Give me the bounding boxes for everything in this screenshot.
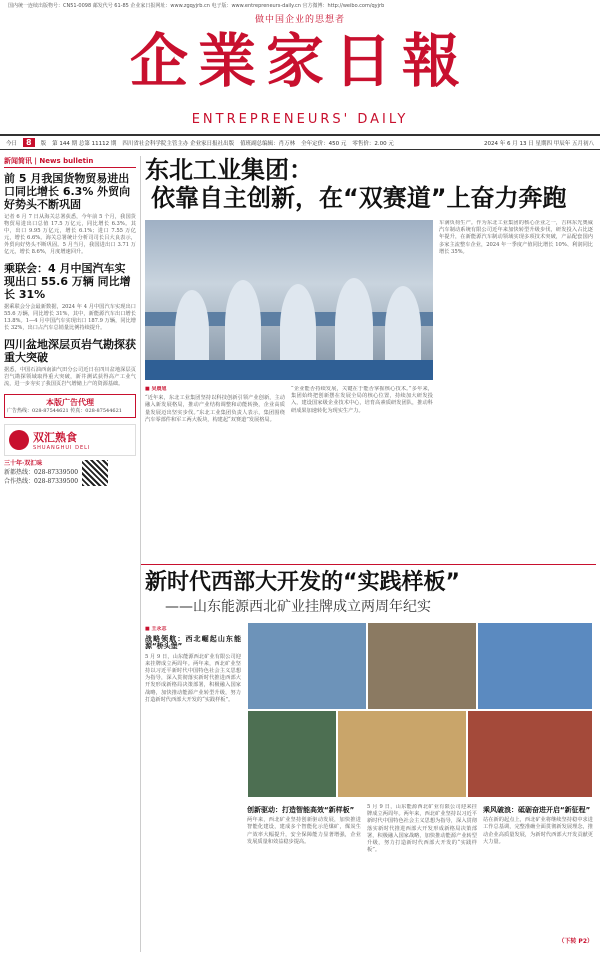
bulletin-body-1: 记者 6 月 7 日从海关总署获悉，今年前 5 个月，我国货物贸易进出口总值 17.5 万亿元，同比增长 6.3%。其中，出口 9.95 万亿元，增长 6.1%；进口 7.55 万亿元，增长 6.6%。海关总署统计分析司司长吕大良表示，外贸向好势头不断巩固。5 月当月，我国进出口 3.71 万亿元，增长 8.6%，月度增速回升。 (4, 214, 136, 255)
section-label: 新闻简讯 | News bulletin (4, 156, 136, 168)
lead-story-right-text: 车满负荷生产。作为东北工业集团的核心企业之一，吉林东光奥威汽车制动系统有限公司近年来加快转型升级步伐，研发投入占比逐年提升，在新能源汽车制动领域实现多项技术突破，产品配套国内多家主流整车企业，2024 年一季度产值同比增长 10%、利润同比增长 35%。 (439, 220, 593, 255)
masthead-logo: 企業家日報 (129, 27, 470, 95)
main-stories (140, 156, 596, 952)
editor: 值班副总编辑：肖万林 (240, 140, 296, 147)
second-story-col-2-text: 两年来，西北矿业坚持创新驱动发展，加快推进智能化建设，建成多个智能化示范煤矿，煤炭生产效率大幅提升，安全保障能力显著增强，企业发展质量和效益稳步提高。 (247, 817, 361, 845)
brand-english: SHUANGHUI DELI (33, 445, 91, 451)
bulletin-body-2: 据乘联会分会最新数据，2024 年 4 月中国汽车实现出口 55.6 万辆，同比增长 31%，其中，新能源汽车出口增长 13.8%。1—4 月中国汽车实现出口 187.9 万辆，同比增长 32%，出口占汽车总销量比例持续提升。 (4, 304, 136, 331)
lead-headline-line-1[interactable]: 东北工业集团： (145, 156, 313, 184)
factory-workers-photo (145, 220, 433, 380)
lead-story-col-2: “企业能否持续发展，关键在于能否掌握核心技术。”多年来，集团始终把创新摆在发展全局的核心位置，持续加大研发投入，建设国家级企业技术中心，培育高素质研发团队，推动科研成果加速转化为现实生产力。 (291, 386, 433, 414)
second-headline[interactable]: 新时代西部大开发的“实践样板” (145, 570, 460, 595)
second-story-subhead-1: 战略领航：西北崛起山东能源“桥头堡” (145, 635, 241, 651)
second-story-col-2 (247, 804, 361, 944)
today-label: 今日 (6, 140, 18, 147)
annual-price: 全年定价：450 元 (301, 140, 347, 147)
second-subheadline: ——山东能源西北矿业挂牌成立两周年纪实 (165, 599, 431, 615)
issue-info-bar (0, 134, 600, 150)
slogan: 做中国企业的思想者 (254, 15, 345, 25)
bulletin-headline-2[interactable]: 乘联会：4 月中国汽车实现出口 55.6 万辆 同比增长 31% (4, 262, 131, 301)
brand-phone-2: 合作热线：028-87339500 (4, 478, 79, 485)
qr-code-icon (82, 460, 108, 486)
author-tag-1: ■ 吴晨旭 (145, 386, 167, 392)
top-info-line: 国内统一连续出版物号：CN51-0098 邮发代号 61-85 企业家日报网址：www.zgqyjrb.cn 电子版：www.entrepreneurs-daily.cn 官方微博：http://weibo.com/qyjrb (8, 3, 385, 9)
brand-tagline: 三十年·双汇味 (4, 460, 43, 467)
lead-story-col-1 (145, 386, 285, 558)
version-label: 版 (40, 140, 47, 147)
second-story-col-4-text: 站在新的起点上，西北矿业将继续坚持稳中求进工作总基调，完整准确全面贯彻新发展理念，推动企业高质量发展，为新时代西部大开发贡献更大力量。 (483, 817, 593, 845)
masthead-subtitle: ENTREPRENEURS' DAILY (191, 112, 409, 127)
second-story-subhead-2: 创新驱动：打造智能高效“新样板” (247, 806, 355, 814)
bulletin-headline-3[interactable]: 四川盆地深层页岩气勘探获重大突破 (4, 338, 136, 364)
second-story-col-1-text: 5 月 9 日，山东能源西北矿业有限公司迎来挂牌成立两周年。两年来，西北矿业坚持以习近平新时代中国特色社会主义思想为指导，深入贯彻落实新时代推进西部大开发形成新格局决策部署，积极融入国家战略，加快推动能源产业转型升级，努力打造新时代西部大开发的“实践样板”。 (145, 653, 241, 703)
page-count-badge: 8 (23, 138, 35, 147)
second-story-subhead-3: 乘风破浪：砥砺奋进开启“新征程” (483, 806, 591, 814)
brand-name: 双汇熟食 (33, 431, 77, 444)
lead-story-col-1-text: “近年来，东北工业集团坚持以科技创新引领产业创新，主动融入新发展格局，推动产业结构调整和动能转换，企业高质量发展迈出坚实步伐。”东北工业集团负责人表示，集团围绕汽车零部件和军工两大板块，构建起“双赛道”发展格局。 (145, 395, 285, 423)
retail-price: 零售价：2.00 元 (352, 140, 394, 147)
story-divider (141, 564, 596, 565)
second-story-col-1 (145, 626, 241, 942)
second-story-col-4 (483, 804, 593, 934)
author-tag-2: ■ 王永志 (145, 626, 167, 632)
ad-title: 本版广告代理 (46, 398, 94, 407)
ad-agency-box (4, 394, 136, 418)
bulletin-body-3: 据悉，中国石油西南油气田分公司近日在四川盆地深层页岩气勘探领域取得重大突破，新井测试获得高产工业气流，进一步夯实了我国页岩气增储上产的资源基础。 (4, 367, 136, 387)
brand-ad[interactable] (4, 424, 136, 456)
ad-text: 广告热线：028-87544621 传真：028-87544621 (7, 408, 122, 414)
brand-phone: 新都热线：028-87339500 (4, 469, 79, 476)
brand-logo-icon (9, 430, 29, 450)
brand-details (4, 459, 136, 486)
lead-headline-line-2[interactable]: 依靠自主创新，在“双赛道”上奋力奔跑 (151, 184, 567, 212)
publisher: 四川省社会科学院主管主办 企业家日报社出版 (122, 140, 235, 147)
mining-collage-photo (247, 622, 593, 798)
bulletin-headline-1[interactable]: 前 5 月我国货物贸易进出口同比增长 6.3% 外贸向好势头不断巩固 (4, 172, 131, 211)
continued-marker[interactable]: （下转 P2） (558, 938, 593, 945)
second-story-col-3: 5 月 9 日，山东能源西北矿业有限公司迎来挂牌成立两周年。两年来，西北矿业坚持以习近平新时代中国特色社会主义思想为指导，深入贯彻落实新时代推进西部大开发形成新格局决策部署，积极融入国家战略，加快推动能源产业转型升级，努力打造新时代西部大开发的“实践样板”。 (367, 804, 477, 854)
issue-date: 2024 年 6 月 13 日 星期四 甲辰年 五月初八 (484, 140, 594, 147)
news-bulletin-column (4, 156, 136, 952)
issue-number: 第 144 期 总第 11112 期 (52, 140, 117, 147)
